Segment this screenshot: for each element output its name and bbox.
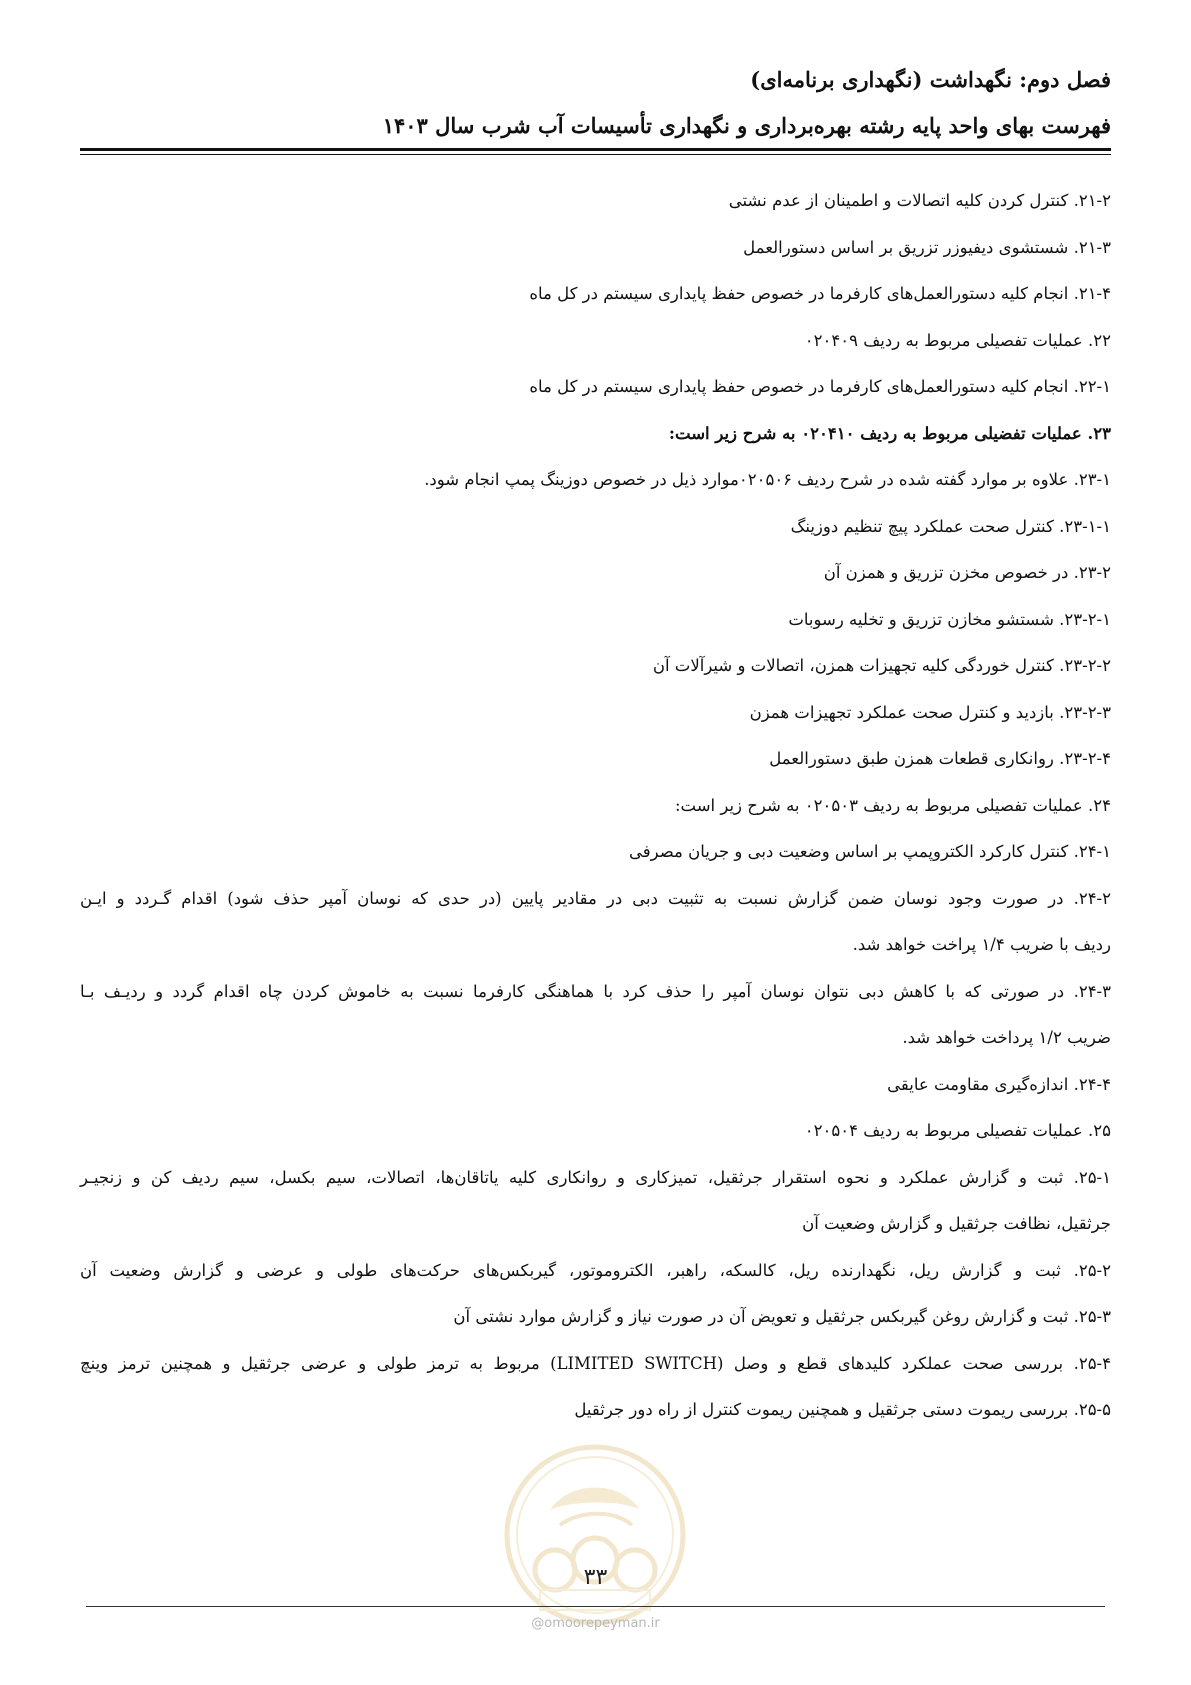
item-23-2-2: ۲۳-۲-۲. کنترل خوردگی کلیه تجهیزات همزن، اتصالات و شیرآلات آن [652,656,1111,675]
item-22-1: ۲۲-۱. انجام کلیه دستورالعمل‌های کارفرما در خصوص حفظ پایداری سیستم در کل ماه [529,377,1111,396]
item-21-4: ۲۱-۴. انجام کلیه دستورالعمل‌های کارفرما در خصوص حفظ پایداری سیستم در کل ماه [529,284,1111,303]
item-24-3: ۲۴-۳. در صورتی که با کاهش دبی نتوان نوسان آمپر را حذف کرد با هماهنگی کارفرما نسبت به خاموش کردن چاه اقدام گردد و ردیـف بـا [80,981,1111,1001]
item-25-1-cont: جرثقیل، نظافت جرثقیل و گزارش وضعیت آن [802,1214,1111,1233]
body-content [80,186,1111,1442]
item-25-4: ۲۵-۴. بررسی صحت عملکرد کلیدهای قطع و وصل (LIMITED SWITCH) مربوط به ترمز طولی و عرضی جرثقیل و همچنین ترمز وینچ [80,1353,1111,1373]
item-21-2: ۲۱-۲. کنترل کردن کلیه اتصالات و اطمینان از عدم نشتی [728,191,1111,210]
item-23-1: ۲۳-۱. علاوه بر موارد گفته شده در شرح ردیف ۰۲۰۵۰۶موارد ذیل در خصوص دوزینگ پمپ انجام شود. [424,470,1111,489]
item-23-2-3: ۲۳-۲-۳. بازدید و کنترل صحت عملکرد تجهیزات همزن [749,702,1111,722]
item-24: ۲۴. عملیات تفصیلی مربوط به ردیف ۰۲۰۵۰۳ به شرح زیر است: [674,795,1111,815]
chapter-title: فصل دوم: نگهداشت (نگهداری برنامه‌ای) [750,67,1111,92]
watermark-url: @omoorepeyman.ir [531,1616,660,1631]
page-header [80,66,1111,155]
watermark-seal-icon [500,1440,690,1630]
item-23-1-1: ۲۳-۱-۱. کنترل صحت عملکرد پیچ تنظیم دوزینگ [790,516,1111,536]
header-rule-thin [80,154,1111,155]
document-title: فهرست بهای واحد پایه رشته بهره‌برداری و نگهداری تأسیسات آب شرب سال ۱۴۰۳ [382,113,1111,138]
item-25: ۲۵. عملیات تفصیلی مربوط به ردیف ۰۲۰۵۰۴ [804,1121,1111,1140]
item-25-3: ۲۵-۳. ثبت و گزارش روغن گیربکس جرثقیل و تعویض آن در صورت نیاز و گزارش موارد نشتی آن [453,1307,1111,1326]
page-number: ۳۳ [583,1565,608,1590]
item-24-4: ۲۴-۴. اندازه‌گیری مقاومت عایقی [887,1074,1111,1094]
item-24-3-cont: ضریب ۱/۲ پرداخت خواهد شد. [902,1028,1111,1047]
item-23-2-4: ۲۳-۲-۴. روانکاری قطعات همزن طبق دستورالعمل [769,749,1111,768]
item-24-2: ۲۴-۲. در صورت وجود نوسان ضمن گزارش نسبت به تثبیت دبی در مقادیر پایین (در حدی که نوسان آمپر حذف شود) اقدام گـردد و ایـن [80,888,1111,908]
header-rule-thick [80,148,1111,151]
item-25-1: ۲۵-۱. ثبت و گزارش عملکرد و نحوه استقرار جرثقیل، تمیزکاری و روانکاری کلیه یاتاقان‌ها، اتصالات، سیم بکسل، سیم ردیف کن و زنجیـر [80,1167,1111,1187]
item-23: ۲۳. عملیات تفضیلی مربوط به ردیف ۰۲۰۴۱۰ به شرح زیر است: [668,423,1111,443]
item-25-2: ۲۵-۲. ثبت و گزارش ریل، نگهدارنده ریل، کالسکه، راهبر، الکتروموتور، گیربکس‌های حرکت‌های طولی و عرضی و گزارش وضعیت آن [80,1260,1111,1280]
item-23-2-1: ۲۳-۲-۱. شستشو مخازن تزریق و تخلیه رسوبات [788,609,1111,629]
item-23-2: ۲۳-۲. در خصوص مخزن تزریق و همزن آن [823,563,1111,582]
item-25-5: ۲۵-۵. بررسی ریموت دستی جرثقیل و همچنین ریموت کنترل از راه دور جرثقیل [574,1400,1111,1419]
footer-rule [86,1606,1105,1607]
item-21-3: ۲۱-۳. شستشوی دیفیوزر تزریق بر اساس دستورالعمل [743,237,1111,257]
item-24-2-cont: ردیف با ضریب ۱/۴ پراخت خواهد شد. [852,935,1111,954]
item-24-1: ۲۴-۱. کنترل کارکرد الکتروپمپ بر اساس وضعیت دبی و جریان مصرفی [628,842,1111,861]
item-22: ۲۲. عملیات تفصیلی مربوط به ردیف ۰۲۰۴۰۹ [804,330,1111,350]
